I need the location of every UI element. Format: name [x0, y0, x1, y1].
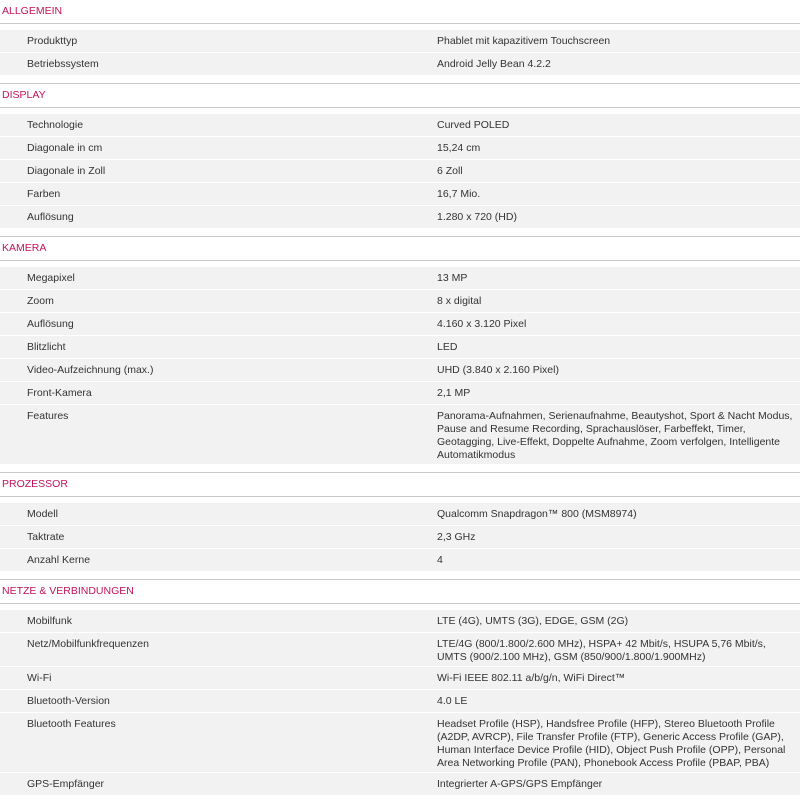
spec-label: Anzahl Kerne [27, 554, 91, 566]
spec-row [0, 549, 800, 572]
spec-row [0, 526, 800, 549]
spec-value: Curved POLED [437, 119, 510, 131]
section-prozessor [0, 473, 800, 580]
spec-row [0, 206, 800, 229]
spec-value: Qualcomm Snapdragon™ 800 (MSM8974) [437, 508, 637, 520]
spec-label: GPS-Empfänger [27, 778, 105, 790]
spec-label: Netz/Mobilfunkfrequenzen [27, 638, 149, 650]
spec-label: Taktrate [27, 531, 65, 543]
spec-value: Android Jelly Bean 4.2.2 [437, 58, 551, 70]
spec-label: Diagonale in cm [27, 142, 103, 154]
spec-label: Features [27, 410, 69, 422]
section-netze-verbindungen [0, 580, 800, 796]
spec-label: Technologie [27, 119, 84, 131]
section-allgemein [0, 0, 800, 84]
spec-value: 2,3 GHz [437, 531, 476, 543]
spec-row [0, 160, 800, 183]
spec-label: Zoom [27, 295, 54, 307]
spec-value: 4.160 x 3.120 Pixel [437, 318, 527, 330]
section-title: DISPLAY [0, 84, 800, 108]
section-title: PROZESSOR [0, 473, 800, 497]
spec-label: Video-Aufzeichnung (max.) [27, 364, 154, 376]
spec-value: Panorama-Aufnahmen, Serienaufnahme, Beautyshot, Sport & Nacht Modus, Pause and Resume Recording, Sprachauslöser, Farbeffekt, Timer, Geotagging, Live-Effekt, Doppelte Aufnahme, Zoom verfolgen, Intelligente Automatikmodus [437, 410, 793, 461]
spec-label: Bluetooth-Version [27, 695, 110, 707]
spec-label: Bluetooth Features [27, 718, 116, 730]
spec-value: 15,24 cm [437, 142, 481, 154]
spec-row [0, 633, 800, 667]
spec-row [0, 267, 800, 290]
spec-label: Megapixel [27, 272, 75, 284]
spec-row [0, 336, 800, 359]
spec-label: Front-Kamera [27, 387, 92, 399]
section-kamera [0, 237, 800, 473]
spec-value: 16,7 Mio. [437, 188, 481, 200]
spec-label: Auflösung [27, 318, 74, 330]
spec-label: Modell [27, 508, 58, 520]
spec-label: Blitzlicht [27, 341, 66, 353]
spec-row [0, 405, 800, 465]
spec-row [0, 382, 800, 405]
spec-label: Betriebssystem [27, 58, 99, 70]
spec-row [0, 610, 800, 633]
spec-label: Farben [27, 188, 61, 200]
section-title: NETZE & VERBINDUNGEN [0, 580, 800, 604]
spec-row [0, 773, 800, 796]
spec-value: Headset Profile (HSP), Handsfree Profile (HFP), Stereo Bluetooth Profile (A2DP, AVRCP), File Transfer Profile (FTP), Generic Access Profile (GAP), Human Interface Device Profile (HID), Object Push Profile (OPP), Personal Area Networking Profile (PAN), Phonebook Access Profile (PBAP, PBA) [437, 718, 786, 769]
spec-row [0, 290, 800, 313]
spec-label: Produkttyp [27, 35, 78, 47]
spec-value: 6 Zoll [437, 165, 463, 177]
spec-value: LTE/4G (800/1.800/2.600 MHz), HSPA+ 42 Mbit/s, HSUPA 5,76 Mbit/s, UMTS (900/2.100 MHz), GSM (850/900/1.800/1.900MHz) [437, 638, 766, 663]
spec-value: UHD (3.840 x 2.160 Pixel) [437, 364, 559, 376]
spec-row [0, 713, 800, 773]
section-display [0, 84, 800, 237]
spec-row [0, 667, 800, 690]
spec-row [0, 30, 800, 53]
spec-row [0, 359, 800, 382]
spec-row [0, 183, 800, 206]
section-title: ALLGEMEIN [0, 0, 800, 24]
section-title: KAMERA [0, 237, 800, 261]
spec-value: 13 MP [437, 272, 468, 284]
spec-value: Phablet mit kapazitivem Touchscreen [437, 35, 611, 47]
spec-label: Mobilfunk [27, 615, 72, 627]
spec-value: 2,1 MP [437, 387, 471, 399]
spec-row [0, 53, 800, 76]
spec-row [0, 313, 800, 336]
spec-value: LTE (4G), UMTS (3G), EDGE, GSM (2G) [437, 615, 629, 627]
spec-value: 1.280 x 720 (HD) [437, 211, 517, 223]
spec-value: 4.0 LE [437, 695, 468, 707]
spec-row [0, 114, 800, 137]
spec-row [0, 690, 800, 713]
spec-row [0, 503, 800, 526]
spec-value: LED [437, 341, 458, 353]
spec-row [0, 137, 800, 160]
spec-value: 8 x digital [437, 295, 482, 307]
spec-label: Wi-Fi [27, 672, 52, 684]
spec-value: Wi-Fi IEEE 802.11 a/b/g/n, WiFi Direct™ [437, 672, 626, 684]
spec-label: Auflösung [27, 211, 74, 223]
spec-label: Diagonale in Zoll [27, 165, 106, 177]
spec-value: 4 [437, 554, 443, 566]
spec-value: Integrierter A-GPS/GPS Empfänger [437, 778, 603, 790]
